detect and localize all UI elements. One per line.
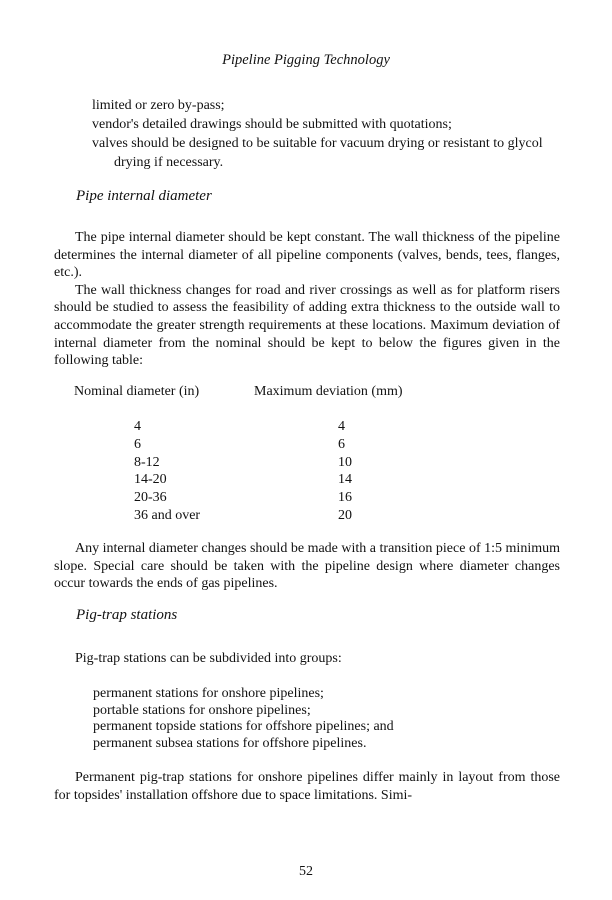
section-heading-pipe-internal-diameter: Pipe internal diameter bbox=[76, 188, 212, 204]
cell-nominal: 4 bbox=[134, 419, 141, 434]
table-row bbox=[0, 437, 612, 455]
table-row bbox=[0, 490, 612, 508]
cell-deviation: 16 bbox=[338, 490, 352, 506]
cell-deviation: 10 bbox=[338, 454, 352, 470]
top-list bbox=[92, 96, 572, 172]
table-row bbox=[0, 455, 612, 473]
cell-deviation: 14 bbox=[338, 472, 352, 488]
paragraph: Pig-trap stations can be subdivided into groups: bbox=[75, 651, 342, 666]
paragraph: Any internal diameter changes should be made with a transition piece of 1:5 minimum slope. Special care should be taken with the pipeline design where diameter changes occur towards the ends of gas pipelines. bbox=[54, 541, 560, 592]
cell-nominal: 8-12 bbox=[134, 454, 160, 470]
body-text-block bbox=[54, 229, 560, 370]
paragraph: The pipe internal diameter should be kept constant. The wall thickness of the pipeline determines the internal diameter of all pipeline components (valves, bends, tees, flanges, etc.). bbox=[54, 230, 560, 281]
cell-deviation: 4 bbox=[338, 419, 345, 434]
station-group-list bbox=[93, 686, 394, 752]
deviation-table bbox=[0, 419, 612, 526]
cell-nominal: 20-36 bbox=[134, 490, 167, 506]
section-heading-pig-trap-stations: Pig-trap stations bbox=[76, 607, 178, 623]
paragraph: Permanent pig-trap stations for onshore pipelines differ mainly in layout from those for topsides' installation offshore due to space limitations. Simi- bbox=[54, 770, 560, 803]
cell-deviation: 6 bbox=[338, 436, 345, 452]
table-row bbox=[0, 419, 612, 437]
table-row bbox=[0, 472, 612, 490]
page-number: 52 bbox=[299, 864, 313, 879]
cell-nominal: 6 bbox=[134, 436, 141, 452]
table-row bbox=[0, 508, 612, 526]
body-text-block bbox=[54, 540, 560, 593]
list-item: valves should be designed to be suitable for vacuum drying or resistant to glycol drying if necessary. bbox=[92, 136, 543, 170]
body-text-block bbox=[54, 650, 560, 668]
list-item: vendor's detailed drawings should be submitted with quotations; bbox=[92, 117, 452, 132]
list-item: permanent stations for onshore pipelines; bbox=[93, 686, 324, 701]
column-header-deviation: Maximum deviation (mm) bbox=[254, 384, 403, 399]
body-text-block bbox=[54, 769, 560, 804]
list-item: permanent subsea stations for offshore pipelines. bbox=[93, 735, 367, 751]
running-head: Pipeline Pigging Technology bbox=[222, 52, 390, 68]
list-item: permanent topside stations for offshore pipelines; and bbox=[93, 719, 394, 735]
list-item: limited or zero by-pass; bbox=[92, 98, 225, 113]
paragraph: The wall thickness changes for road and river crossings as well as for platform risers should be studied to assess the feasibility of adding extra thickness to the outside wall to accommodate the greater strength requirements at these locations. Maximum deviation of internal diameter from the nominal should be kept to below the figures given in the following table: bbox=[54, 282, 560, 369]
column-header-nominal: Nominal diameter (in) bbox=[74, 384, 200, 399]
list-item: portable stations for onshore pipelines; bbox=[93, 702, 311, 718]
cell-nominal: 36 and over bbox=[134, 507, 201, 523]
cell-deviation: 20 bbox=[338, 507, 352, 523]
cell-nominal: 14-20 bbox=[134, 472, 167, 488]
